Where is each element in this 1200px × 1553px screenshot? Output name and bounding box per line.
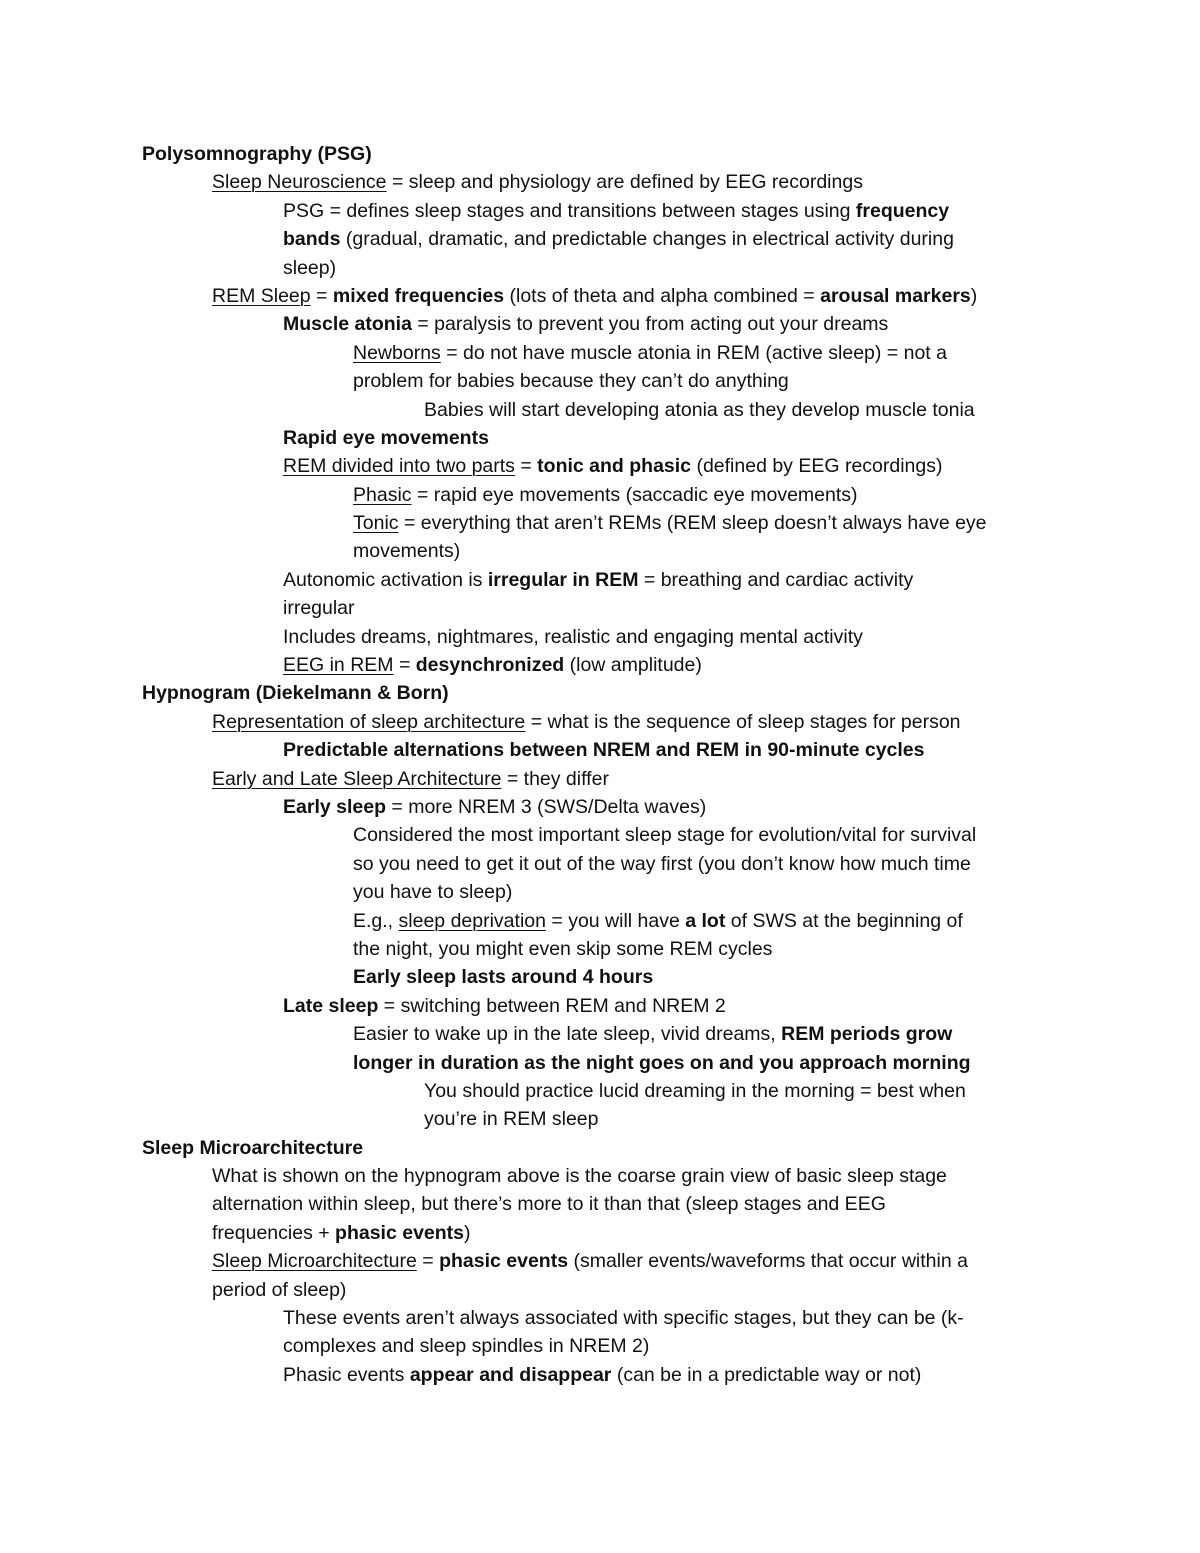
note-line [0, 878, 1200, 906]
note-text: = switching between REM and NREM 2 [378, 994, 726, 1017]
note-line [0, 197, 1200, 225]
bold-text: Sleep Microarchitecture [142, 1136, 364, 1159]
bold-text: arousal markers [820, 284, 971, 307]
note-text: = paralysis to prevent you from acting out your dreams [411, 313, 889, 336]
note-text: = what is the sequence of sleep stages for person [525, 710, 961, 733]
bold-text: Polysomnography (PSG) [142, 143, 372, 165]
note-text: Easier to wake up in the late sleep, vivid dreams, [353, 1023, 782, 1046]
note-text: PSG = defines sleep stages and transitions between stages using [283, 199, 856, 222]
underlined-term: sleep deprivation [398, 909, 546, 932]
note-text: ) [464, 1221, 471, 1244]
note-text: you have to sleep) [353, 881, 513, 904]
note-text: (smaller events/waveforms that occur within a [568, 1250, 968, 1273]
note-line [0, 821, 1200, 849]
note-line [0, 935, 1200, 963]
note-text: (lots of theta and alpha combined = [504, 284, 821, 307]
bold-text: frequency [855, 199, 950, 222]
bold-text: longer in duration as the night goes on and you approach morning [353, 1051, 971, 1074]
note-text: Autonomic activation is [283, 568, 488, 591]
note-line [0, 1077, 1200, 1105]
bold-text: REM periods grow [781, 1023, 953, 1046]
note-line [0, 1219, 1200, 1247]
bold-text: irregular in REM [487, 568, 639, 591]
bold-text: a lot [685, 909, 726, 932]
underlined-term: EEG in REM [283, 654, 394, 677]
note-text: of SWS at the beginning of [725, 909, 963, 932]
bold-text: desynchronized [415, 654, 565, 677]
note-text: = [416, 1250, 440, 1273]
note-text: Phasic events [283, 1363, 410, 1386]
note-line [0, 481, 1200, 509]
note-text: = more NREM 3 (SWS/Delta waves) [385, 795, 707, 818]
note-line [0, 736, 1200, 764]
note-line [0, 1190, 1200, 1218]
note-text: (defined by EEG recordings) [691, 455, 943, 478]
bold-text: Muscle atonia [283, 313, 412, 336]
note-text: What is shown on the hypnogram above is the coarse grain view of basic sleep stage [212, 1165, 947, 1188]
bold-text: phasic events [439, 1250, 569, 1273]
note-line [0, 537, 1200, 565]
section-heading [0, 140, 1200, 168]
note-text: so you need to get it out of the way first (you don’t know how much time [353, 852, 971, 875]
note-line [0, 594, 1200, 622]
underlined-term: Phasic [353, 483, 412, 506]
note-line [0, 168, 1200, 196]
section-heading [0, 1134, 1200, 1162]
note-line [0, 1049, 1200, 1077]
note-line [0, 1276, 1200, 1304]
bold-text: tonic and phasic [537, 455, 692, 478]
note-line [0, 1361, 1200, 1389]
note-line [0, 1247, 1200, 1275]
bold-text: Early sleep [283, 795, 386, 818]
note-line [0, 367, 1200, 395]
note-text: (gradual, dramatic, and predictable changes in electrical activity during [340, 228, 954, 251]
underlined-term: REM divided into two parts [283, 455, 515, 478]
underlined-term: Sleep Neuroscience [212, 171, 387, 194]
note-line [0, 1304, 1200, 1332]
underlined-term: Sleep Microarchitecture [212, 1250, 417, 1273]
note-line [0, 310, 1200, 338]
note-text: = do not have muscle atonia in REM (active sleep) = not a [440, 341, 947, 364]
note-text: You should practice lucid dreaming in the morning = best when [424, 1079, 966, 1102]
bold-text: appear and disappear [409, 1363, 612, 1386]
note-line [0, 1020, 1200, 1048]
note-line [0, 1162, 1200, 1190]
note-line [0, 963, 1200, 991]
note-text: = breathing and cardiac activity [638, 568, 914, 591]
note-line [0, 1105, 1200, 1133]
note-text: E.g., [353, 909, 399, 932]
note-text: These events aren’t always associated with specific stages, but they can be (k- [283, 1307, 964, 1330]
note-text: the night, you might even skip some REM cycles [353, 937, 773, 960]
note-text: = everything that aren’t REMs (REM sleep doesn’t always have eye [398, 512, 987, 535]
underlined-term: Newborns [353, 341, 441, 364]
bold-text: Rapid eye movements [283, 426, 489, 449]
note-line [0, 623, 1200, 651]
note-text: = you will have [545, 909, 686, 932]
note-text: = [514, 455, 538, 478]
note-line [0, 424, 1200, 452]
note-line [0, 282, 1200, 310]
note-line [0, 992, 1200, 1020]
note-line [0, 708, 1200, 736]
note-line [0, 254, 1200, 282]
bold-text: phasic events [335, 1221, 465, 1244]
note-text: = sleep and physiology are defined by EEG recordings [386, 171, 863, 194]
bold-text: Hypnogram (Diekelmann & Born) [142, 682, 449, 705]
underlined-term: Representation of sleep architecture [212, 710, 526, 733]
note-line [0, 396, 1200, 424]
note-text: problem for babies because they can’t do anything [353, 370, 789, 393]
note-text: = they differ [501, 767, 609, 790]
underlined-term: REM Sleep [212, 284, 311, 307]
note-text: alternation within sleep, but there’s more to it than that (sleep stages and EEG [212, 1193, 886, 1216]
note-line [0, 651, 1200, 679]
note-line [0, 793, 1200, 821]
note-line [0, 765, 1200, 793]
note-line [0, 907, 1200, 935]
section-heading [0, 679, 1200, 707]
note-line [0, 225, 1200, 253]
note-text: movements) [353, 540, 461, 563]
note-text: Considered the most important sleep stage for evolution/vital for survival [353, 824, 977, 847]
underlined-term: Tonic [353, 512, 399, 535]
note-text: (can be in a predictable way or not) [611, 1363, 922, 1386]
note-line [0, 850, 1200, 878]
note-text: = [393, 654, 416, 677]
note-text: irregular [283, 597, 355, 620]
note-text: you’re in REM sleep [424, 1108, 599, 1131]
note-line [0, 339, 1200, 367]
note-text: Babies will start developing atonia as they develop muscle tonia [424, 398, 975, 421]
note-text: period of sleep) [212, 1278, 347, 1301]
note-text: complexes and sleep spindles in NREM 2) [283, 1335, 650, 1358]
bold-text: Late sleep [283, 994, 379, 1017]
note-line [0, 566, 1200, 594]
bold-text: bands [283, 228, 341, 251]
note-text: (low amplitude) [564, 654, 702, 677]
notes-body [0, 140, 1200, 1389]
note-line [0, 1332, 1200, 1360]
note-text: frequencies + [212, 1221, 336, 1244]
note-text: = [310, 284, 333, 307]
bold-text: mixed frequencies [332, 284, 505, 307]
note-text: sleep) [283, 256, 337, 279]
underlined-term: Early and Late Sleep Architecture [212, 767, 502, 790]
note-line [0, 452, 1200, 480]
bold-text: Predictable alternations between NREM and REM in 90-minute cycles [283, 739, 925, 762]
note-text: = rapid eye movements (saccadic eye movements) [411, 483, 858, 506]
note-text: ) [970, 284, 978, 307]
bold-text: Early sleep lasts around 4 hours [353, 966, 654, 989]
note-line [0, 509, 1200, 537]
note-text: Includes dreams, nightmares, realistic and engaging mental activity [283, 625, 863, 648]
